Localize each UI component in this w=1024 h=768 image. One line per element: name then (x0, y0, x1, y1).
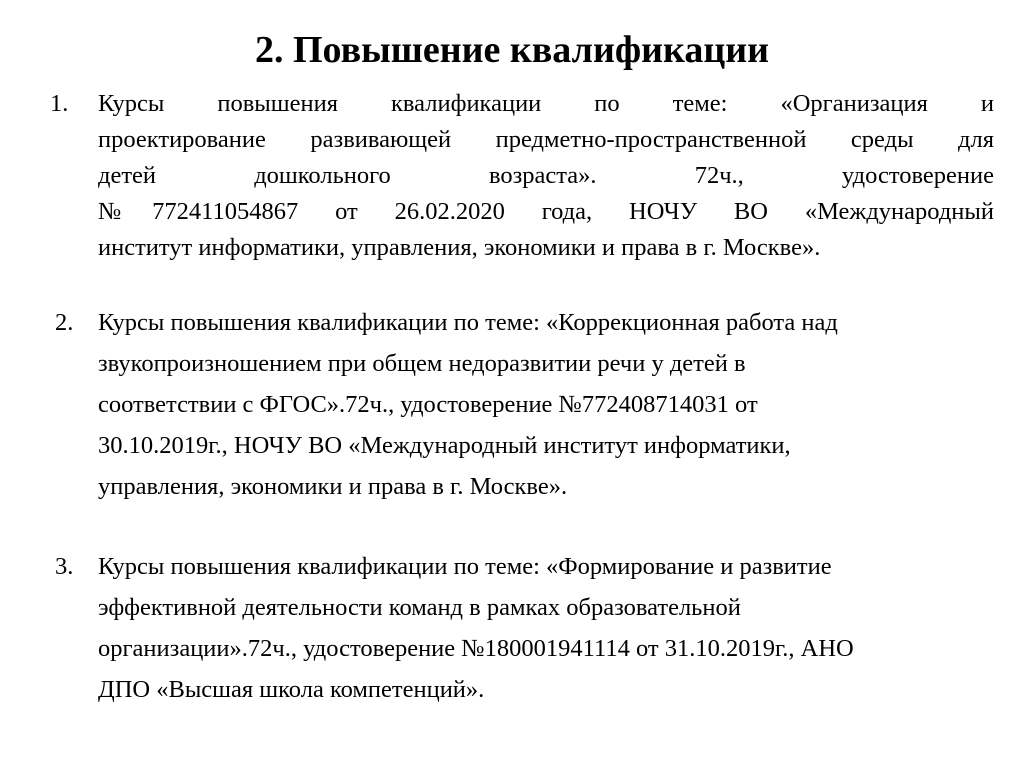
text-line: организации».72ч., удостоверение №180001941114 от 31.10.2019г., АНО (98, 635, 854, 662)
slide-title: 2. Повышение квалификации (254, 29, 770, 71)
text-line: ДПО «Высшая школа компетенций». (98, 676, 485, 703)
text-line: 30.10.2019г., НОЧУ ВО «Международный институт информатики, (98, 432, 791, 459)
list-item-number: 1. (50, 90, 69, 117)
text-line: институт информатики, управления, экономики и права в г. Москве». (98, 234, 821, 261)
text-line: Курсы повышения квалификации по теме: «Коррекционная работа над (98, 309, 838, 336)
list-item-text (98, 86, 994, 266)
text-line: Курсы повышения квалификации по теме: «Организация и (98, 90, 994, 117)
text-line: управления, экономики и права в г. Москве». (98, 473, 568, 500)
text-line: №772411054867 от 26.02.2020 года, НОЧУ ВО «Международный (98, 198, 994, 225)
text-line: проектирование развивающей предметно-пространственной среды для (98, 126, 994, 153)
list-item-text (98, 546, 998, 710)
text-line: эффективной деятельности команд в рамках образовательной (98, 594, 741, 621)
list-item-number: 3. (55, 553, 74, 580)
text-line: Курсы повышения квалификации по теме: «Формирование и развитие (98, 553, 832, 580)
text-line: звукопроизношением при общем недоразвитии речи у детей в (98, 350, 746, 377)
list-item-number: 2. (55, 309, 74, 336)
text-line: детей дошкольного возраста». 72ч., удостоверение (98, 162, 994, 189)
list-item-text (98, 302, 998, 507)
text-line: соответствии с ФГОС».72ч., удостоверение №772408714031 от (98, 391, 758, 418)
